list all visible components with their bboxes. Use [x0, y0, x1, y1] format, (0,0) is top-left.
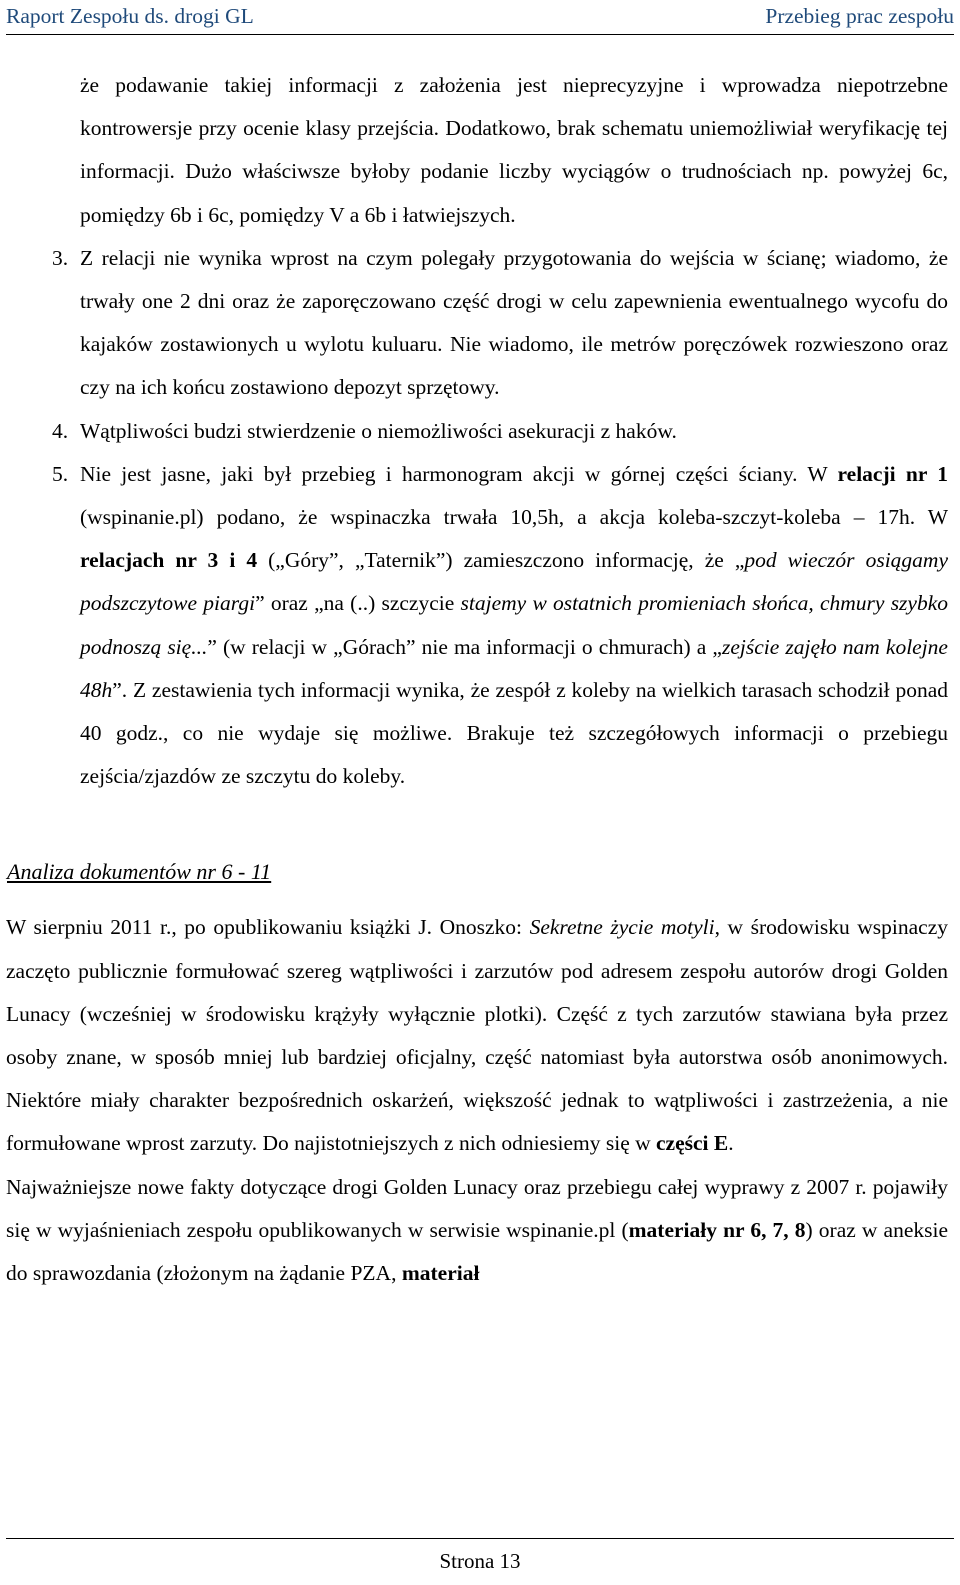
bold-reference: materiał — [401, 1261, 480, 1286]
book-title: Sekretne życie motyli — [529, 915, 715, 940]
item-text: Wątpliwości budzi stwierdzenie o niemożliwości asekuracji z haków. — [80, 418, 677, 443]
bold-reference: materiały nr 6, 7, 8 — [628, 1217, 806, 1242]
text-run: . — [728, 1131, 734, 1156]
bold-reference: relacjach nr 3 i 4 — [80, 548, 258, 573]
page-header — [6, 0, 954, 35]
paragraph-continued: że podawanie takiej informacji z założenia jest nieprecyzyjne i wprowadza niepotrzebne kontrowersje przy ocenie klasy przejścia. Dodatkowo, brak schematu uniemożliwiał weryfikację tej informacji. Dużo właściwsze byłoby podanie liczby wyciągów o trudnościach np. powyżej 6c, pomiędzy 6b i 6c, pomiędzy V a 6b i łatwiejszych. — [80, 73, 948, 227]
text-run: (wspinanie.pl) podano, że wspinaczka trwała 10,5h, a akcja koleba-szczyt-koleba – 17h. W — [80, 505, 948, 530]
item-text: Z relacji nie wynika wprost na czym polegały przygotowania do wejścia w ścianę; wiadomo, że trwały one 2 dni oraz że zaporęczowano część drogi w celu zapewnienia ewentualnego wycofu do kajaków zostawionych u wylotu kuluaru. Nie wiadomo, ile metrów poręczówek rozwieszono oraz czy na ich końcu zostawiono depozyt sprzętowy. — [80, 245, 948, 400]
text-run: , w środowisku wspinaczy zaczęto publicznie formułować szereg wątpliwości i zarzutów pod adresem zespołu autorów drogi Golden Lunacy (wcześniej w środowisku krążyły wyłącznie plotki). Część z tych zarzutów stawiana była przez osoby znane, w sposób mniej lub bardziej oficjalny, część natomiast była autorstwa osób anonimowych. Niektóre miały charakter bezpośrednich oskarżeń, większość jednak to wątpliwości i zastrzeżenia, a nie formułowane wprost zarzuty. Do najistotniejszych z nich odniesiemy się w — [6, 915, 949, 1156]
text-run: („Góry”, „Taternik”) zamieszczono informację, że „ — [257, 548, 745, 573]
paragraph — [6, 906, 948, 1165]
item-number: 3. — [52, 245, 69, 270]
item-text — [80, 453, 948, 799]
text-run: W sierpniu 2011 r., po opublikowaniu książki J. Onoszko: — [6, 915, 530, 940]
quote: stajemy w ostatnich promieniach słońca, chmury szybko podnoszą się... — [80, 591, 949, 659]
text-run: ”. Z zestawienia tych informacji wynika, że zespół z koleby na wielkich tarasach schodził ponad 40 godz., co nie wydaje się możliwe. Brakuje też szczegółowych informacji o przebiegu zejścia/zjazdów ze szczytu do koleby. — [80, 677, 948, 789]
list-item-3 — [6, 237, 948, 410]
bold-reference: relacji nr 1 — [837, 461, 948, 486]
item-number: 4. — [52, 418, 69, 443]
item-number: 5. — [52, 461, 69, 486]
list-item-5 — [6, 453, 948, 799]
header-section: Przebieg prac zespołu — [765, 4, 954, 28]
text-run: ) oraz w aneksie do sprawozdania (złożonym na żądanie PZA, — [6, 1217, 948, 1286]
text-run: ” oraz „na (..) szczycie — [255, 591, 461, 616]
section-heading: Analiza dokumentów nr 6 - 11 — [7, 859, 272, 885]
header-title: Raport Zespołu ds. drogi GL — [6, 4, 254, 28]
text-run: ” (w relacji w „Górach” nie ma informacji o chmurach) a „ — [207, 634, 722, 659]
text-run: Nie jest jasne, jaki był przebieg i harmonogram akcji w górnej części ściany. W — [80, 461, 838, 486]
page-body — [6, 64, 948, 1295]
page-footer — [6, 1538, 954, 1574]
bold-reference: części E — [656, 1131, 729, 1156]
text-run: Najważniejsze nowe fakty dotyczące drogi Golden Lunacy oraz przebiegu całej wyprawy z 2007 r. pojawiły się w wyjaśnieniach zespołu opublikowanych w serwisie wspinanie.pl ( — [6, 1174, 948, 1242]
paragraph — [6, 1166, 948, 1296]
list-item-4 — [6, 410, 948, 453]
quote: pod wieczór osiągamy podszczytowe piargi — [80, 548, 948, 616]
page-number: Strona 13 — [439, 1549, 521, 1573]
quote: zejście zajęło nam kolejne 48h — [80, 634, 948, 702]
